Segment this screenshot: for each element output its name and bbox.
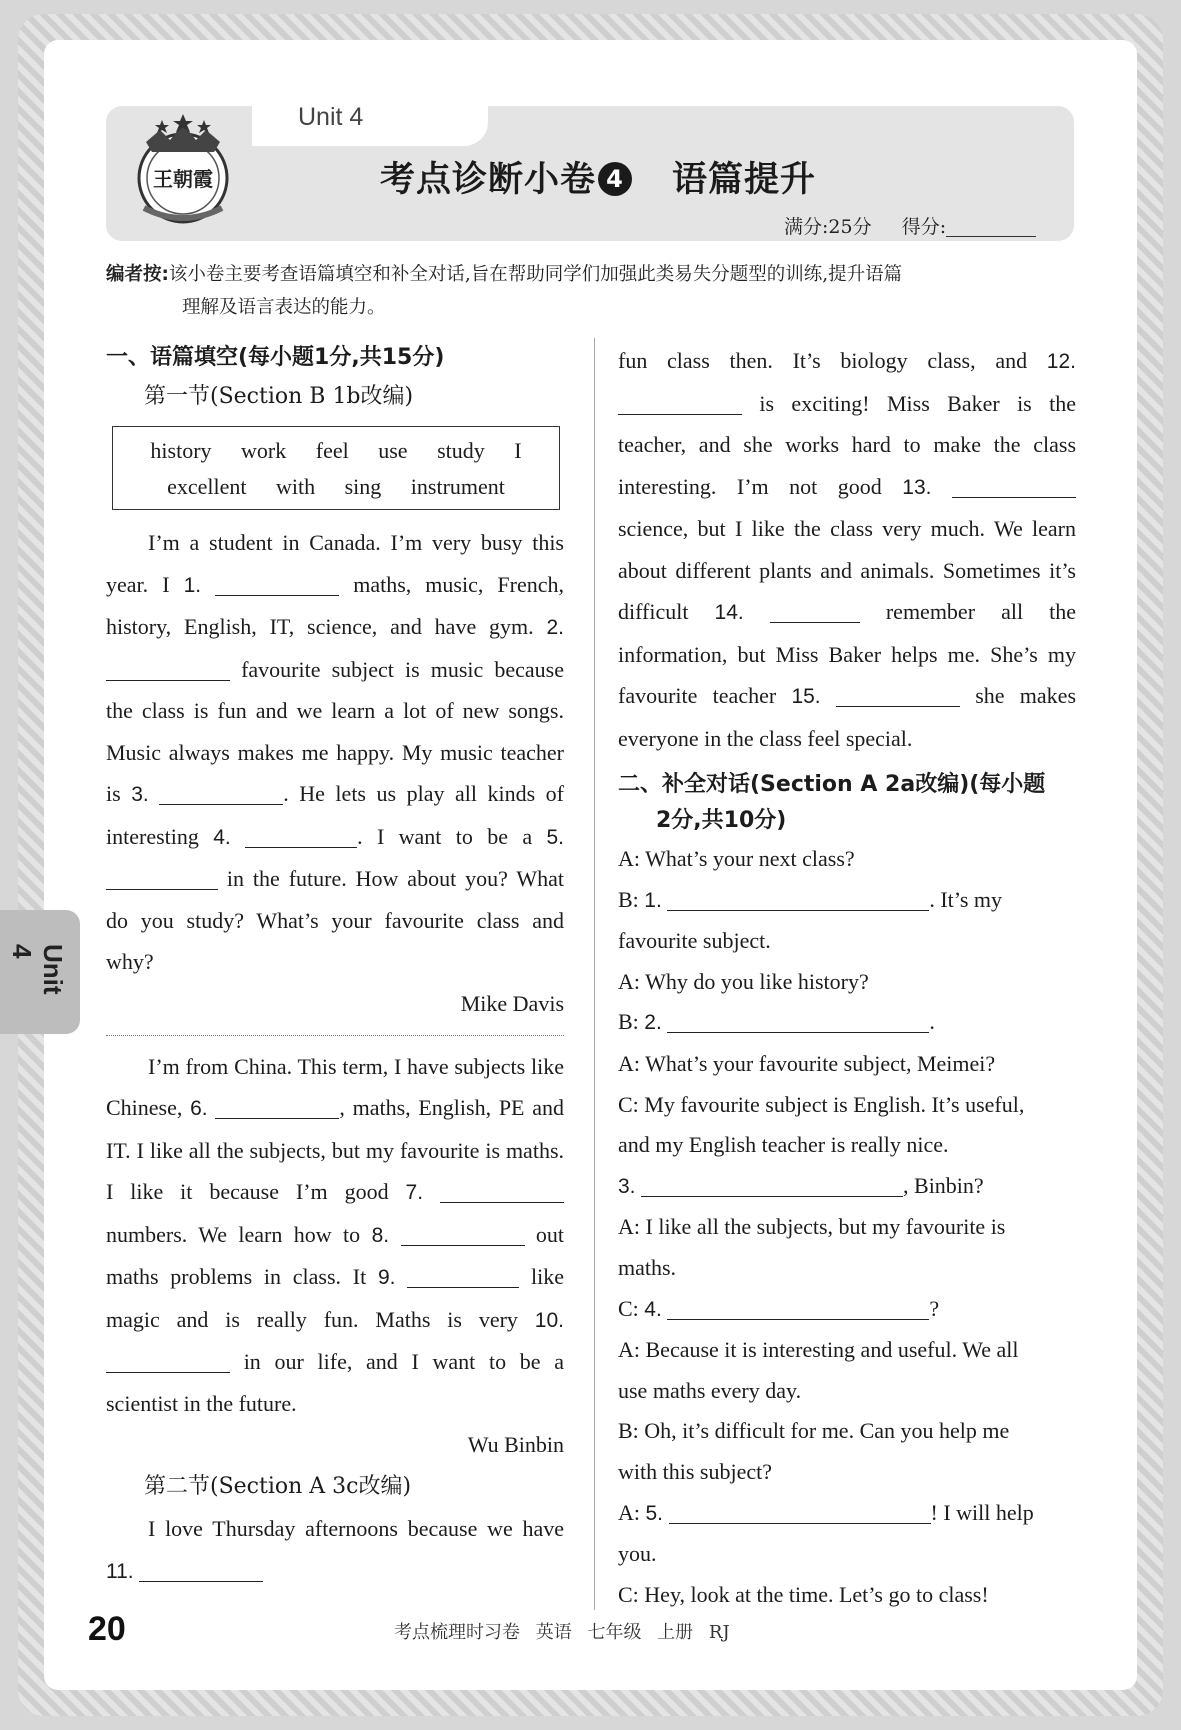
page-number: 20 [88,1610,126,1648]
word-bank-item: study [437,438,485,463]
question-number: 6. [190,1097,208,1120]
word-bank-item: sing [344,474,382,499]
passage3-start [106,1508,564,1592]
passage-text: remember all the information, but Miss Baker helps me. She’s my favourite teacher [618,599,1077,708]
editor-note-label: 编者按: [106,264,169,285]
section1-heading: 一、语篇填空(每小题1分,共15分) [106,345,445,370]
passage-text: maths, music, French, history, English, IT, science, and have gym. [106,571,565,639]
question-number: 3. [618,1174,636,1198]
section2-heading-line1: 二、补全对话(Section A 2a改编)(每小题 [618,772,1046,797]
dialogue-line [618,880,1076,922]
dialogue-line: you. [618,1541,657,1567]
score-line [784,212,1036,239]
right-column [618,340,1076,1615]
dialogue-blank-5[interactable] [669,1501,931,1524]
answer-blank-2[interactable] [106,658,230,681]
answer-blank-11[interactable] [139,1559,263,1582]
dialogue-text: , Binbin? [903,1172,984,1198]
side-unit-tab [0,910,80,1034]
question-number: 4. [213,825,231,849]
passage-text: is exciting! Miss Baker is the teacher, and she works hard to make the class interesting. I’m not good [618,390,1076,499]
dialogue-blank-1[interactable] [667,888,929,911]
dialogue-line: A: Why do you like history? [618,968,869,994]
dialogue-line: A: Because it is interesting and useful. We all [618,1337,1019,1363]
column-divider [594,338,595,1610]
dotted-separator [106,1035,564,1036]
title-part1: 考点诊断小卷 [380,160,597,200]
word-bank-item: with [275,474,316,499]
dialogue-blank-4[interactable] [667,1297,929,1320]
question-number: 1. [183,573,202,597]
answer-blank-9[interactable] [407,1265,519,1288]
speaker-label: B: [618,1009,645,1035]
question-number: 10. [534,1308,564,1332]
dialogue-line [618,1289,1076,1331]
passage-text: numbers. We learn how to [106,1221,372,1247]
answer-blank-13[interactable] [952,475,1076,498]
header-tab-cut [252,106,488,146]
full-score-label: 满分:25分 [784,216,872,238]
passage-text: like magic and is really fun. Maths is very [106,1264,564,1332]
dialogue-line: B: Oh, it’s difficult for me. Can you help me [618,1418,1010,1444]
question-number: 2. [546,616,564,639]
dialogue-blank-3[interactable] [641,1174,903,1197]
editor-note-line1: 该小卷主要考查语篇填空和补全对话,旨在帮助同学们加强此类易失分题型的训练,提升语篇 [168,264,903,285]
word-bank-item: work [241,438,287,463]
passage3-continued [618,340,1076,759]
question-number: 14. [714,601,744,624]
answer-blank-14[interactable] [770,600,860,623]
dialogue-line [618,1493,1076,1535]
dialogue-line: maths. [618,1254,677,1280]
dialogue-line: with this subject? [618,1458,772,1484]
word-bank-item: use [378,438,408,463]
speaker-label: B: [618,886,645,912]
speaker-label: A: [618,1499,646,1525]
question-number: 7. [405,1181,424,1204]
dialogue-blank-2[interactable] [667,1010,929,1033]
score-blank[interactable] [946,214,1036,237]
logo-text: 王朝霞 [153,167,213,191]
editor-note-line2: 理解及语言表达的能力。 [182,297,386,318]
part2-title: 第二节(Section A 3c改编) [144,1474,412,1499]
word-bank-item: I [514,438,522,463]
answer-blank-1[interactable] [215,573,339,596]
answer-blank-4[interactable] [245,825,357,848]
question-number: 2. [644,1011,662,1035]
answer-blank-7[interactable] [440,1180,564,1203]
signature-wu: Wu Binbin [467,1432,564,1457]
passage-text: in our life, and I want to be a scientist in the future. [106,1349,564,1416]
word-bank-item: instrument [410,474,505,499]
question-number: 11. [106,1559,134,1583]
answer-blank-12[interactable] [618,392,742,415]
dialogue-line: use maths every day. [618,1377,802,1403]
passage-text: out maths problems in class. It [106,1221,565,1289]
word-bank [112,426,560,510]
answer-blank-15[interactable] [836,684,960,707]
question-number: 8. [371,1223,390,1247]
dialogue-text: ! I will help [930,1499,1034,1525]
word-bank-item: excellent [167,474,247,499]
answer-blank-3[interactable] [159,782,283,805]
dialogue-line: A: What’s your favourite subject, Meimei? [618,1050,996,1076]
question-number: 5. [546,825,565,849]
dialogue-line: favourite subject. [618,928,771,954]
dialogue-line: C: My favourite subject is English. It’s useful, [618,1091,1025,1117]
dialogue-line [618,1002,1076,1044]
passage2 [106,1046,564,1425]
question-number: 3. [131,783,149,806]
title-number-badge: 4 [598,162,632,196]
passage-text: I’m from China. This term, I have subjects like Chinese, [106,1053,564,1120]
question-number: 5. [645,1501,664,1525]
obtained-score-label: 得分: [901,216,947,238]
dialogue-text: ? [929,1295,940,1321]
unit-tag: Unit 4 [298,103,364,131]
passage-text: fun class then. It’s biology class, and [618,348,1047,373]
dialogue-line: and my English teacher is really nice. [618,1132,949,1158]
passage-text: , maths, English, PE and IT. I like all the subjects, but my favourite is maths. I like it because I’m good [106,1095,564,1204]
speaker-label: C: [618,1295,645,1321]
passage-text: in the future. How about you? What do you study? What’s your favourite class and why? [106,866,564,974]
editor-note [106,258,1078,324]
dialogue-line [618,1166,1076,1208]
answer-blank-10[interactable] [106,1350,230,1373]
passage-text: science, but I like the class very much. We learn about different plants and animals. Sometimes it’s difficult [618,516,1076,624]
passage-text: . He lets us play all kinds of interesting [106,781,565,849]
dialogue-text: . It’s my [929,886,1003,912]
question-number: 4. [644,1297,662,1321]
passage-text: . I want to be a [357,823,547,849]
answer-blank-8[interactable] [401,1223,525,1246]
passage-text: I love Thursday afternoons because we have [148,1516,564,1541]
passage1 [106,522,564,983]
page-title [380,152,816,202]
dialogue-line: C: Hey, look at the time. Let’s go to class! [618,1581,989,1607]
signature-mike: Mike Davis [460,990,564,1016]
dialogue-line: A: What’s your next class? [618,846,855,871]
section2-heading-line2: 2分,共10分) [656,808,787,833]
question-number: 9. [377,1266,396,1289]
question-number: 12. [1046,350,1076,373]
dialogue-text: . [929,1009,935,1035]
title-part2: 语篇提升 [672,160,817,200]
answer-blank-5[interactable] [106,867,218,890]
question-number: 15. [791,685,821,708]
question-number: 13. [902,475,932,499]
passage-text: I’m a student in Canada. I’m very busy this year. I [106,530,564,597]
side-unit-label: Unit 4 [7,944,68,995]
answer-blank-6[interactable] [215,1096,339,1119]
left-column [106,340,564,1592]
passage-text: she makes everyone in the class feel special. [618,683,1077,751]
footer-text: 考点梳理时习卷 英语 七年级 上册 RJ [394,1622,730,1643]
word-bank-item: feel [315,438,349,463]
passage-text: favourite subject is music because the class is fun and we learn a lot of new songs. Music always makes me happy. My music teacher is [106,656,564,806]
word-bank-item: history [150,438,212,463]
part1-title: 第一节(Section B 1b改编) [144,384,414,409]
question-number: 1. [644,888,662,912]
dialogue-line: A: I like all the subjects, but my favourite is [618,1214,1006,1240]
publisher-logo-icon [124,112,242,232]
